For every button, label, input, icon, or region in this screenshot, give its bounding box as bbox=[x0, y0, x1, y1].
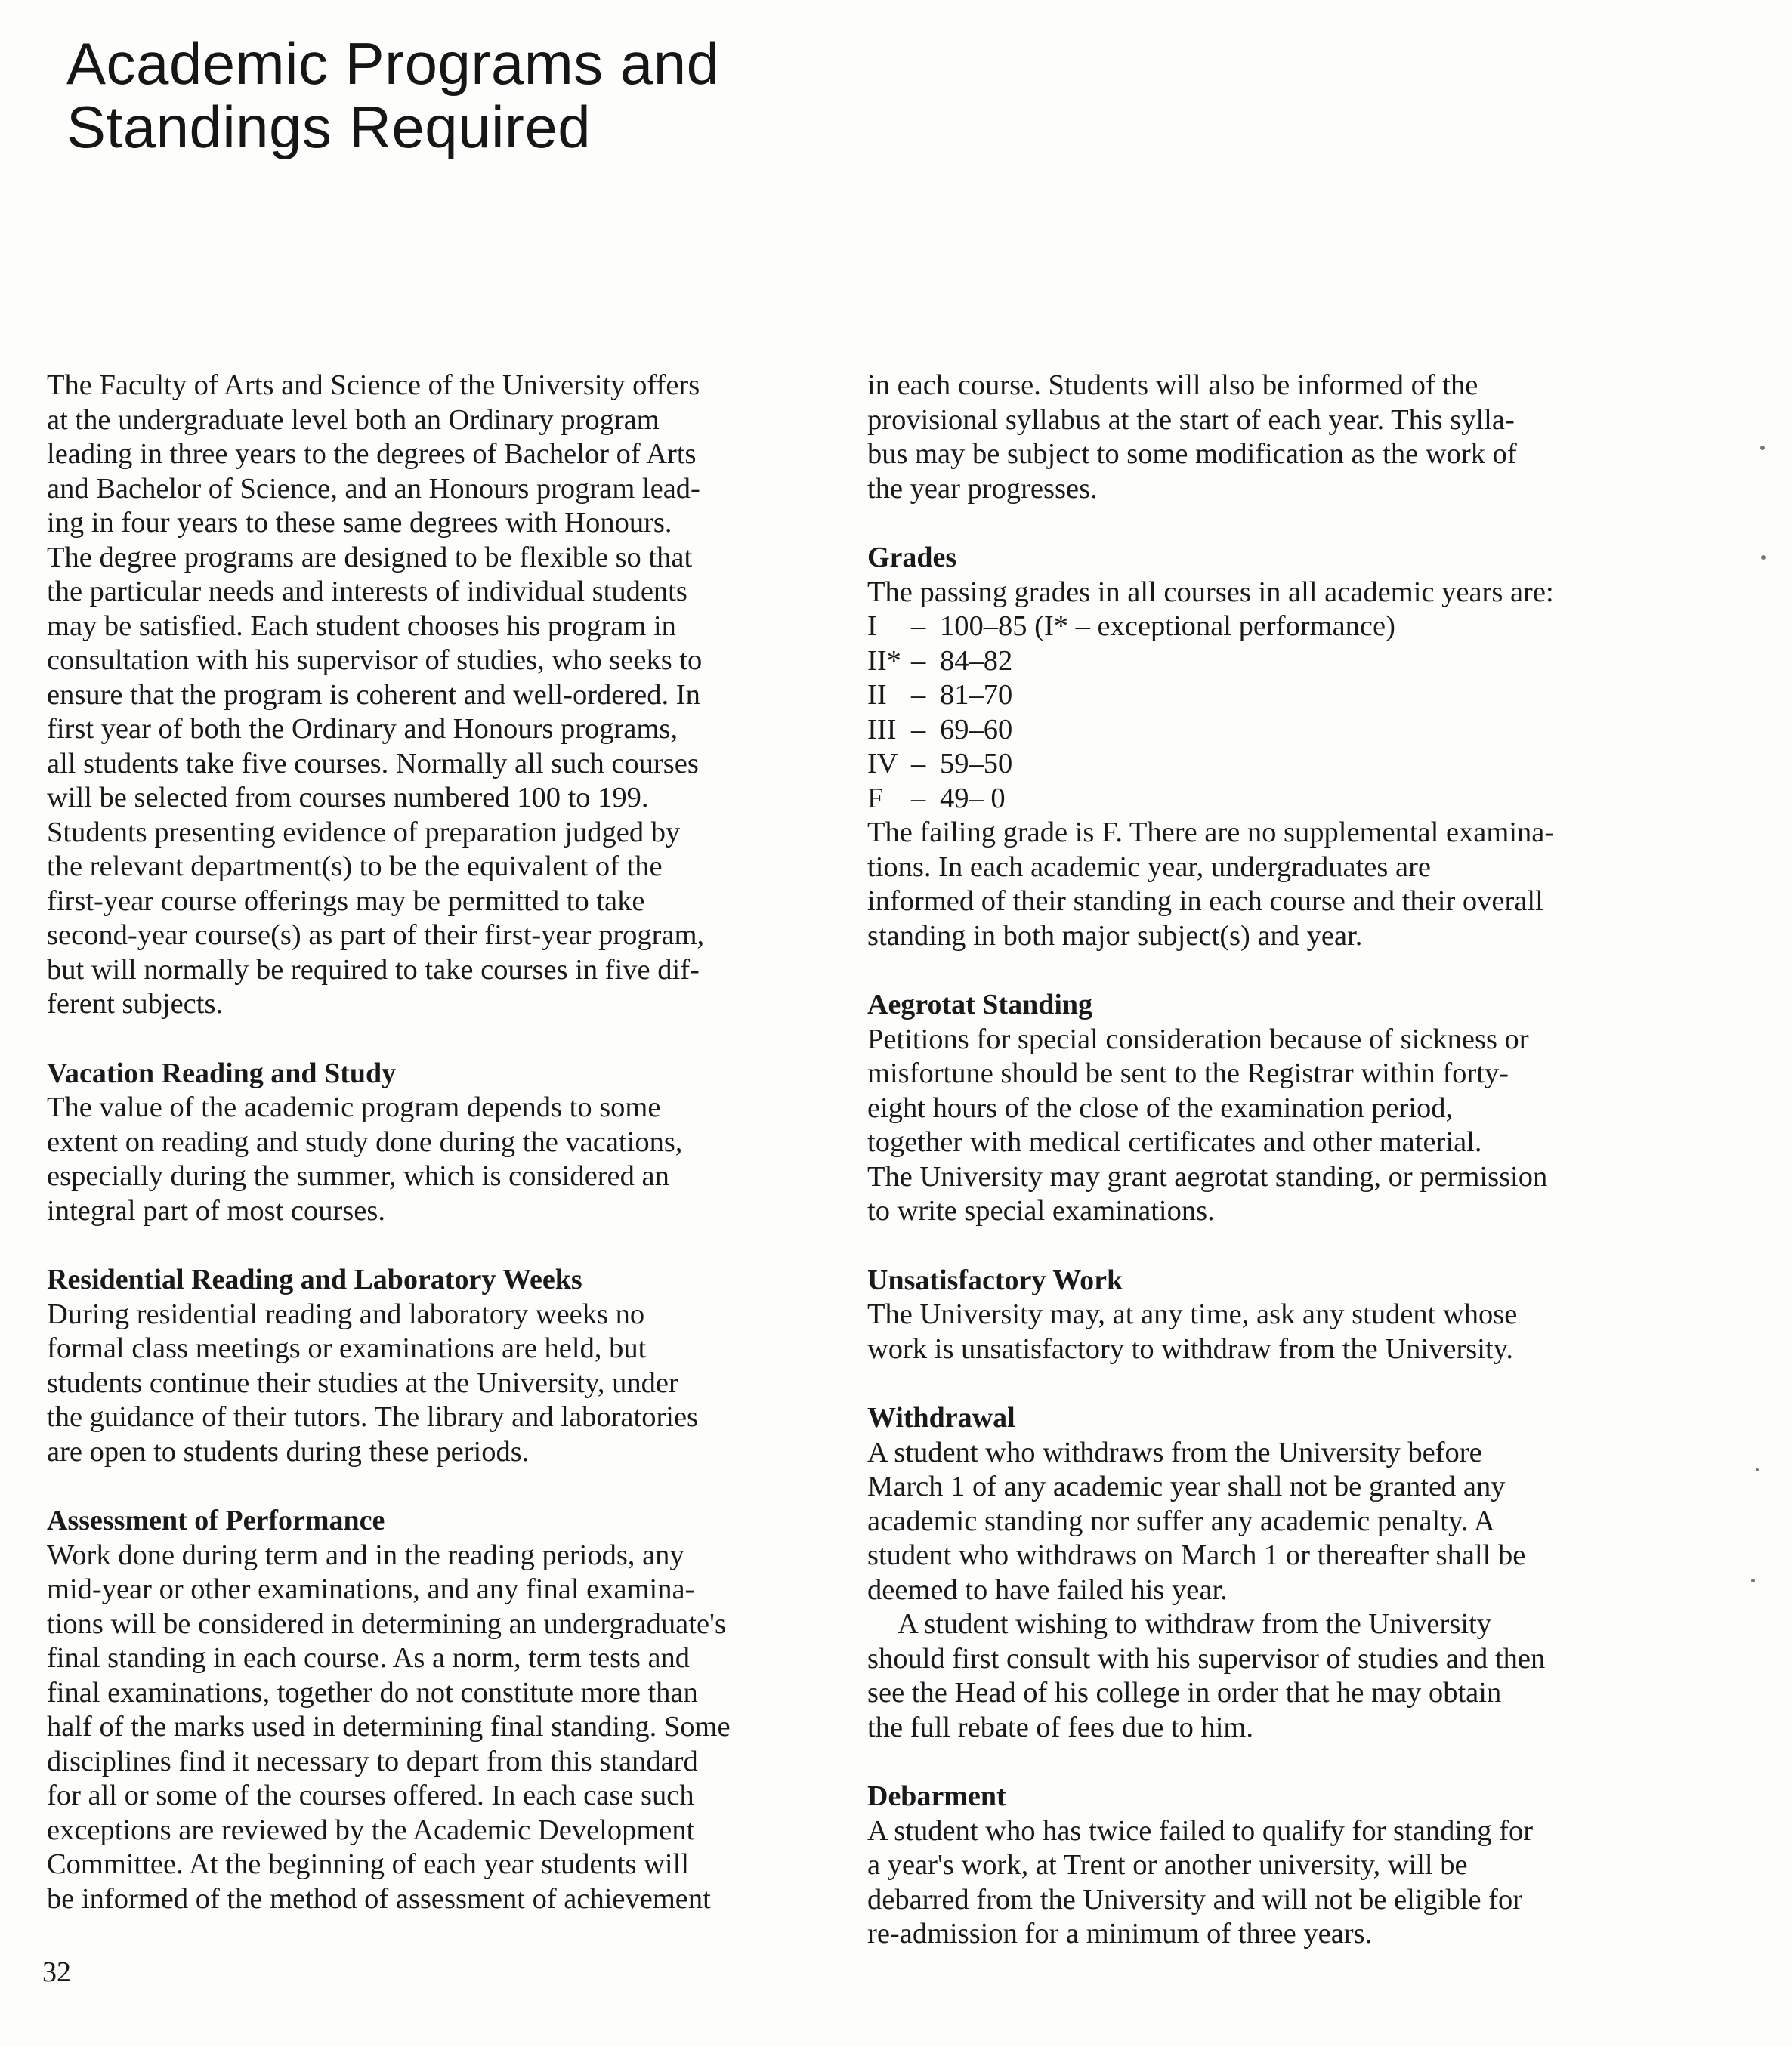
grade-range: 59–50 bbox=[940, 748, 1013, 780]
aegrotat-section bbox=[867, 988, 1668, 1229]
text-line: The failing grade is F. There are no supplemental examina- bbox=[867, 817, 1555, 848]
grade-level: F bbox=[867, 782, 884, 814]
assessment-heading: Assessment of Performance bbox=[47, 1505, 385, 1536]
grade-level: III bbox=[867, 713, 897, 746]
text-line: misfortune should be sent to the Registrar within forty- bbox=[867, 1057, 1509, 1089]
grade-level: IV bbox=[867, 748, 898, 780]
grade-range: 69–60 bbox=[940, 713, 1013, 746]
text-line: for all or some of the courses offered. In each case such bbox=[47, 1780, 694, 1811]
text-line: the year progresses. bbox=[867, 472, 1098, 505]
assessment-continued bbox=[867, 369, 1668, 506]
text-line: The value of the academic program depends to some bbox=[47, 1091, 661, 1123]
text-line: may be satisfied. Each student chooses his program in bbox=[47, 610, 676, 642]
text-line: at the undergraduate level both an Ordinary program bbox=[47, 403, 660, 436]
text-line: extent on reading and study done during the vacations, bbox=[47, 1125, 683, 1158]
assessment-section bbox=[47, 1504, 833, 1916]
text-line: be informed of the method of assessment of achievement bbox=[47, 1882, 711, 1915]
vacation-body bbox=[47, 1091, 833, 1228]
unsatisfactory-body bbox=[867, 1298, 1668, 1366]
grade-row bbox=[867, 782, 1668, 817]
debarment-body bbox=[867, 1814, 1668, 1952]
grade-level: II bbox=[867, 679, 887, 711]
text-line: first year of both the Ordinary and Honours programs, bbox=[47, 713, 678, 745]
grade-row bbox=[867, 713, 1668, 748]
title-line-2: Standings Required bbox=[66, 94, 592, 160]
text-line: are open to students during these periods. bbox=[47, 1435, 530, 1468]
text-line: especially during the summer, which is considered an bbox=[47, 1160, 669, 1192]
text-line: mid-year or other examinations, and any final examina- bbox=[47, 1573, 695, 1605]
text-line: the particular needs and interests of individual students bbox=[47, 576, 687, 607]
residential-heading: Residential Reading and Laboratory Weeks bbox=[47, 1264, 582, 1295]
text-line: eight hours of the close of the examination period, bbox=[867, 1091, 1454, 1124]
grades-heading: Grades bbox=[867, 542, 957, 573]
text-line: all students take five courses. Normally all such courses bbox=[47, 747, 699, 780]
text-line: tions will be considered in determining an undergraduate's bbox=[47, 1607, 726, 1640]
text-line: debarred from the University and will not be eligible for bbox=[867, 1883, 1523, 1916]
grade-row bbox=[867, 610, 1668, 644]
text-line: Work done during term and in the reading periods, any bbox=[47, 1539, 684, 1571]
text-line: The University may grant aegrotat standing, or permission bbox=[867, 1160, 1548, 1193]
text-line: in each course. Students will also be informed of the bbox=[867, 369, 1478, 401]
unsatisfactory-section bbox=[867, 1264, 1668, 1367]
text-line: tions. In each academic year, undergraduates are bbox=[867, 851, 1431, 883]
grade-dash: – bbox=[911, 679, 926, 711]
aegrotat-heading: Aegrotat Standing bbox=[867, 989, 1093, 1020]
grade-row bbox=[867, 644, 1668, 679]
text-line: formal class meetings or examinations are held, but bbox=[47, 1332, 647, 1364]
unsatisfactory-heading: Unsatisfactory Work bbox=[867, 1264, 1123, 1296]
debarment-heading: Debarment bbox=[867, 1780, 1006, 1812]
withdrawal-body bbox=[867, 1436, 1668, 1608]
text-line: should first consult with his supervisor of studies and then bbox=[867, 1642, 1546, 1675]
text-line: ensure that the program is coherent and well-ordered. In bbox=[47, 678, 700, 711]
text-line: disciplines find it necessary to depart from this standard bbox=[47, 1745, 698, 1777]
grade-range: 49– 0 bbox=[940, 782, 1006, 814]
assessment-body bbox=[47, 1539, 833, 1917]
text-line: Students presenting evidence of preparation judged by bbox=[47, 816, 681, 848]
text-line: re-admission for a minimum of three years. bbox=[867, 1918, 1373, 1950]
text-line: and Bachelor of Science, and an Honours program lead- bbox=[47, 472, 700, 505]
scan-speck bbox=[1756, 1468, 1759, 1471]
text-line: During residential reading and laboratory weeks no bbox=[47, 1298, 645, 1330]
withdrawal-body-2 bbox=[867, 1607, 1668, 1745]
text-line: provisional syllabus at the start of each year. This sylla- bbox=[867, 403, 1515, 436]
grade-level: I bbox=[867, 610, 877, 642]
text-line: exceptions are reviewed by the Academic Development bbox=[47, 1814, 695, 1846]
text-line: deemed to have failed his year. bbox=[867, 1573, 1228, 1606]
text-line: the guidance of their tutors. The library and laboratories bbox=[47, 1401, 699, 1433]
aegrotat-body bbox=[867, 1023, 1668, 1229]
text-line: The Faculty of Arts and Science of the University offers bbox=[47, 369, 700, 401]
text-line: The University may, at any time, ask any student whose bbox=[867, 1298, 1518, 1330]
title-line-1: Academic Programs and bbox=[66, 30, 720, 97]
withdrawal-heading: Withdrawal bbox=[867, 1402, 1015, 1434]
text-line: students continue their studies at the University, under bbox=[47, 1366, 678, 1399]
text-line: student who withdraws on March 1 or thereafter shall be bbox=[867, 1539, 1526, 1571]
text-line: informed of their standing in each course and their overall bbox=[867, 885, 1543, 917]
text-line: academic standing nor suffer any academic penalty. A bbox=[867, 1505, 1495, 1537]
intro-paragraph bbox=[47, 369, 833, 1022]
grade-dash: – bbox=[911, 610, 926, 642]
grade-level: II* bbox=[867, 644, 901, 677]
residential-body bbox=[47, 1298, 833, 1470]
scan-speck bbox=[1751, 1579, 1755, 1582]
grade-range: 84–82 bbox=[940, 644, 1013, 677]
text-line: leading in three years to the degrees of Bachelor of Arts bbox=[47, 438, 697, 470]
grade-dash: – bbox=[911, 713, 926, 746]
grades-section bbox=[867, 541, 1668, 953]
text-line: A student who has twice failed to qualify for standing for bbox=[867, 1814, 1534, 1847]
text-line: together with medical certificates and other material. bbox=[867, 1126, 1482, 1158]
text-line: the full rebate of fees due to him. bbox=[867, 1711, 1254, 1743]
withdrawal-section bbox=[867, 1401, 1668, 1745]
text-line: a year's work, at Trent or another university, will be bbox=[867, 1849, 1468, 1881]
text-line: see the Head of his college in order that he may obtain bbox=[867, 1677, 1502, 1709]
debarment-section bbox=[867, 1780, 1668, 1952]
text-line: will be selected from courses numbered 100 to 199. bbox=[47, 782, 649, 814]
text-line: bus may be subject to some modification as the work of bbox=[867, 438, 1517, 470]
scan-speck bbox=[1760, 446, 1765, 450]
grade-dash: – bbox=[911, 782, 926, 814]
grade-range: 81–70 bbox=[940, 679, 1013, 711]
grades-after bbox=[867, 816, 1668, 953]
text-line: half of the marks used in determining final standing. Some bbox=[47, 1711, 731, 1743]
text-line: to write special examinations. bbox=[867, 1195, 1215, 1227]
text-line: ing in four years to these same degrees with Honours. bbox=[47, 507, 672, 539]
grade-row bbox=[867, 678, 1668, 713]
text-line: Petitions for special consideration because of sickness or bbox=[867, 1023, 1529, 1055]
text-line: the relevant department(s) to be the equivalent of the bbox=[47, 851, 663, 882]
text-line: consultation with his supervisor of studies, who seeks to bbox=[47, 644, 703, 676]
text-line: The degree programs are designed to be flexible so that bbox=[47, 541, 693, 573]
text-line: final examinations, together do not constitute more than bbox=[47, 1676, 698, 1709]
page-title bbox=[66, 32, 720, 159]
vacation-heading: Vacation Reading and Study bbox=[47, 1057, 397, 1089]
residential-section bbox=[47, 1263, 833, 1469]
grade-range: 100–85 (I* – exceptional performance) bbox=[940, 610, 1395, 642]
grades-table bbox=[867, 610, 1668, 816]
left-column bbox=[47, 369, 833, 1916]
grades-intro: The passing grades in all courses in all academic years are: bbox=[867, 576, 1554, 608]
right-column bbox=[867, 369, 1668, 1952]
scan-speck bbox=[1761, 555, 1766, 560]
grade-dash: – bbox=[911, 748, 926, 780]
text-line: but will normally be required to take courses in five dif- bbox=[47, 953, 700, 986]
text-line: final standing in each course. As a norm, term tests and bbox=[47, 1642, 691, 1674]
text-line: A student who withdraws from the University before bbox=[867, 1436, 1482, 1468]
text-line: integral part of most courses. bbox=[47, 1194, 385, 1227]
text-line: Committee. At the beginning of each year students will bbox=[47, 1848, 690, 1880]
grade-row bbox=[867, 747, 1668, 782]
page-number: 32 bbox=[42, 1956, 71, 1988]
grade-dash: – bbox=[911, 644, 926, 677]
text-line: ferent subjects. bbox=[47, 988, 224, 1020]
text-line: second-year course(s) as part of their first-year program, bbox=[47, 919, 705, 951]
text-line: A student wishing to withdraw from the University bbox=[898, 1608, 1491, 1640]
text-line: work is unsatisfactory to withdraw from the University. bbox=[867, 1332, 1514, 1365]
text-line: March 1 of any academic year shall not be granted any bbox=[867, 1471, 1506, 1502]
text-line: first-year course offerings may be permitted to take bbox=[47, 885, 645, 917]
vacation-section bbox=[47, 1057, 833, 1229]
text-line: standing in both major subject(s) and year. bbox=[867, 919, 1363, 952]
